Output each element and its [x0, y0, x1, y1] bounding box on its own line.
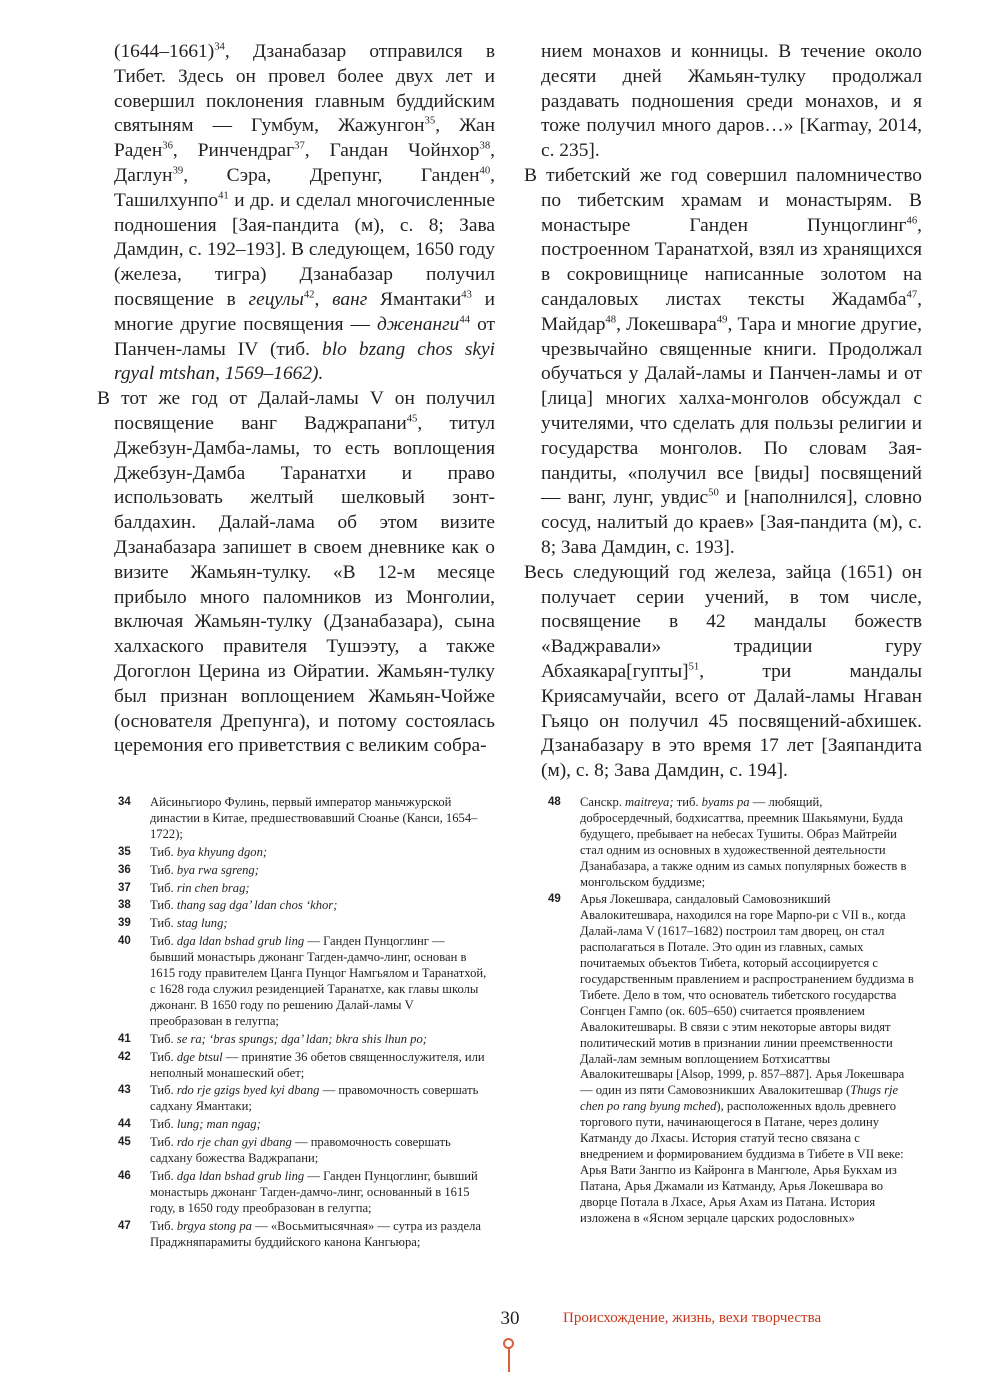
- footnote: [118, 1219, 488, 1251]
- italic-text: bya khyung dgon;: [176, 844, 268, 859]
- text-run: Айсиньгиоро Фулинь, первый император маньчжурской династии в Китае, предшествовавший Сюанье (Канси, 1654–1722);: [150, 795, 478, 841]
- text-run: , Дзанабазар отправился в Тибет. Здесь он провел более двух лет и совершил поклонения главным буддийским святыням — Гумбум, Жажунгон: [114, 41, 495, 137]
- italic-text: rin chen brag;: [176, 880, 250, 895]
- text-run: ), расположенных вдоль древнего торгового пути, начинающегося в Патане, через долину Катманду до Лхасы. История статуй тесно связана с внедрением и формированием буддизма в Тибете в VII веке: Арья Вати Зангпо из Кайронга в Мангюле, Арья Букхам из Патана, Арья Джамали из Катманду, Арья Локешвара во дворце Потала в Лхасе, Арья Ахам из Патана. История изложена в «Ясном зерцале царских родословных»: [580, 1099, 904, 1225]
- text-run: В тот же год от Далай-ламы V он получил посвящение ванг Ваджрапани: [97, 388, 495, 434]
- text-run: , Сэра, Дрепунг, Ганден: [183, 164, 480, 186]
- text-run: — правомочность совершать садхану Ямантаки;: [150, 1083, 479, 1114]
- italic-text: byams pa: [701, 795, 750, 809]
- text-run: Тиб.: [150, 1031, 177, 1046]
- text-run: нием монахов и конницы. В течение около десяти дней Жамьян-тулку продолжал раздавать подношения среди монахов, и я тоже получил много даров…» [Karmay, 2014, с. 235].: [541, 41, 922, 162]
- footnote-ref: 44: [459, 313, 471, 326]
- italic-text: ванг: [332, 288, 368, 310]
- italic-text: se ra; ‘bras spungs; dga’ ldan; bkra shis lhun po;: [176, 1031, 427, 1046]
- italic-text: dga ldan bshad grub ling: [176, 1168, 305, 1183]
- italic-text: rdo rje chan gyi dbang: [176, 1135, 292, 1150]
- footnote: [118, 898, 488, 914]
- footnote-number: 42: [118, 1050, 131, 1063]
- italic-text: дженанги: [376, 313, 460, 335]
- footnote-ref: 43: [461, 288, 472, 301]
- footnote-number: 47: [118, 1219, 131, 1232]
- text-run: Тиб.: [150, 1083, 177, 1098]
- italic-text: thang sag dga’ ldan chos ‘khor;: [176, 898, 338, 913]
- text-run: ,: [314, 288, 333, 310]
- italic-text: blo bzang chos skyi rgyal mtshan, 1569–1662).: [114, 338, 495, 385]
- footnote: [118, 1117, 488, 1133]
- footnote: [118, 1050, 488, 1082]
- footnote-ref: 38: [479, 139, 491, 152]
- text-run: , три мандалы Криясамучайи, всего от Далай-ламы Нгаван Гьяцо он получил 45 посвящений-абхишек. Дзанабазару в это время 17 лет [Заяпандита (м), с. 8; Зава Дамдин, с. 194].: [541, 660, 922, 782]
- footnote-ref: 49: [716, 313, 728, 326]
- text-run: (1644–1661): [114, 41, 215, 62]
- text-run: Санскр.: [580, 795, 626, 809]
- italic-text: dge btsul: [176, 1049, 223, 1064]
- text-run: Тиб.: [150, 1168, 177, 1183]
- text-run: , Гандан Чойнхор: [304, 140, 480, 162]
- text-run: Тиб.: [150, 1135, 177, 1150]
- footnote-ref: 47: [906, 288, 918, 301]
- italic-text: Thugs rje chen po rang byung mched: [580, 1083, 899, 1114]
- text-run: , Ташилхунпо: [114, 164, 495, 211]
- text-run: Тиб.: [150, 1218, 177, 1233]
- footnote-ref: 48: [605, 313, 617, 326]
- text-run: — «Восьмитысячная» — сутра из раздела Праджняпарамиты буддийского канона Кангьюра;: [150, 1218, 481, 1249]
- footnote-number: 37: [118, 881, 131, 894]
- paragraph: [97, 387, 495, 759]
- footnote: [118, 916, 488, 932]
- text-run: Арья Локешвара, сандаловый Самовозникший Авалокитешвара, находился на горе Марпо-ри с VII в., когда Далай-лама V (1617–1682) построил там дворец, он стал располагаться в Потале. Это один из главных, самых почитаемых объектов Тибета, который ассоциируется с государственным правлением и распространением буддизма в Тибете. Дело в том, что основатель тибетского государства Сонгцен Гампо (ок. 605–650) считается проявлением Авалокитешвары. В связи с этим некоторые авторы видят политический мотив в признании линии преемственности Далай-лам земным воплощением Ботхисаттвы Авалокитешвары [Alsop, 1999, p. 857–887]. Арья Локешвара — один из пяти Самовозникших Авалокитешвар (: [580, 892, 914, 1098]
- footnote-ref: 51: [688, 660, 700, 673]
- footnote: [118, 934, 488, 1029]
- footnote: [118, 881, 488, 897]
- footnote: [548, 892, 918, 1226]
- text-run: Тиб.: [150, 916, 177, 931]
- footnote-number: 44: [118, 1118, 131, 1131]
- page-number: 30: [500, 1308, 520, 1329]
- text-run: Тиб.: [150, 898, 177, 913]
- text-run: и [наполнился], словно сосуд, налитый до краев» [Зая-пандита (м), с. 8; Зава Дамдин, с. 193].: [541, 487, 922, 558]
- text-run: и др. и сделал многочисленные подношения [Зая-пандита (м), с. 8; Зава Дамдин, с. 192–193]. В следующем, 1650 году (железа, тигра) Дзанабазар получил посвящение в: [114, 189, 495, 310]
- text-run: Тиб.: [150, 880, 177, 895]
- footnote-ref: 45: [406, 412, 418, 425]
- footnotes-column-left: [118, 795, 488, 1252]
- text-run: — любящий, добросердечный, бодхисаттва, преемник Шакьямуни, Будда будущего, пребывает на небесах Тушиты. Образ Майтрейи стал одним из основных в художественной деятельности Дзанабазара, а также одним из самых популярных божеств в монгольском буддизме;: [580, 795, 907, 889]
- footnote-ref: 34: [214, 40, 225, 53]
- footnote: [118, 845, 488, 861]
- footnote-number: 36: [118, 863, 131, 876]
- text-run: , Даглун: [114, 140, 495, 186]
- text-run: , Жан Раден: [114, 115, 495, 162]
- footnote-number: 49: [548, 893, 561, 906]
- text-run: Тиб.: [150, 862, 177, 877]
- footnote-number: 34: [118, 796, 131, 808]
- text-run: Ямантаки: [367, 288, 462, 310]
- footnote: [118, 1135, 488, 1167]
- text-run: — Ганден Пунцоглинг, бывший монастырь джонанг Тагден-дамчо-линг, основанный в 1615 году, в 1650 году преобразован в гелугпа;: [150, 1168, 478, 1215]
- footnote-ref: 36: [162, 139, 173, 152]
- footnote: [118, 1032, 488, 1048]
- italic-text: rdo rje gzigs byed kyi dbang: [176, 1083, 320, 1098]
- paragraph: [524, 40, 922, 164]
- footnote: [548, 795, 918, 890]
- text-run: — принятие 36 обетов священнослужителя, или неполный монашеский обет;: [150, 1049, 485, 1080]
- text-run: , Локешвара: [616, 313, 717, 335]
- footnote-number: 45: [118, 1136, 131, 1149]
- text-run: и многие другие посвящения —: [114, 288, 495, 335]
- footnote-ref: 41: [218, 189, 229, 202]
- footnote-ref: 35: [424, 114, 436, 127]
- italic-text: lung; man ngag;: [176, 1117, 261, 1132]
- italic-text: stag lung;: [176, 916, 228, 931]
- text-run: тиб.: [673, 795, 702, 809]
- footnote: [118, 795, 488, 843]
- footnote-number: 40: [118, 935, 131, 948]
- footnote-number: 48: [548, 796, 561, 808]
- text-run: В тибетский же год совершил паломничество по тибетским храмам и монастырям. В монастыре Ганден Пунцоглинг: [524, 164, 922, 236]
- paragraph: [97, 40, 495, 387]
- footnote-number: 39: [118, 917, 131, 930]
- text-run: , Тара и многие другие, чрезвычайно священные книги. Продолжал обучаться у Далай-ламы и Панчен-ламы и от [лица] многих халха-монголов обсуждал с учителями, что сделать для пользы религии и государства монголов. По словам Зая-пандиты, «получил все [виды] посвящений — ванг, лунг, увдис: [541, 313, 923, 509]
- footnote-ref: 39: [172, 164, 184, 177]
- paragraph: [524, 561, 922, 784]
- main-text-column-right: [524, 40, 922, 784]
- italic-text: гецулы: [248, 288, 304, 310]
- text-run: от Панчен-ламы IV (тиб.: [114, 313, 495, 360]
- footnote-ref: 37: [294, 139, 305, 152]
- text-run: , титул Джебзун-Дамба-ламы, то есть воплощения Джебзун-Дамба Таранатхи и право использовать желтый шелковый зонт-балдахин. Далай-лама об этом визите Дзанабазара запишет в своем дневнике как о визите Жамьян-тулку. «В 12-м месяце прибыло много паломников из Монголии, включая Жамьян-тулку (Дзанабазара), сына халхаского правителя Тушээту, а также Догоглон Церина из Ойратии. Жамьян-тулку был признан воплощением Жамьян-Чойже (основателя Дрепунга), и потому состоялась церемония его приветствия с великим собра-: [114, 412, 495, 757]
- footnotes-column-right: [548, 795, 918, 1228]
- footnote-number: 46: [118, 1169, 131, 1182]
- main-text-column-left: [97, 40, 495, 759]
- footnote-number: 35: [118, 845, 131, 858]
- footnote-ref: 50: [708, 486, 719, 499]
- footnote-number: 43: [118, 1084, 131, 1097]
- text-run: Тиб.: [150, 1049, 177, 1064]
- text-run: — Ганден Пунцоглинг — бывший монастырь джонанг Тагден-дамчо-линг, основан в 1615 году правителем Цанга Пунцог Намгьялом и Таранатхой, с 1628 года служил резиденцией Таранатхе, как главы школы джонанг. В 1650 году по решению Далай-ламы V преобразован в гелугпа;: [150, 934, 487, 1028]
- footnote-ref: 40: [479, 164, 491, 177]
- italic-text: maitreya;: [625, 795, 674, 809]
- text-run: , построенном Таранатхой, взял из хранящихся в сокровищнице написанные золотом на сандаловых листах тексты Жадамба: [541, 214, 922, 310]
- text-run: , Майдар: [541, 288, 922, 335]
- running-section-title: Происхождение, жизнь, вехи творчества: [563, 1310, 822, 1326]
- text-run: , Ринчендраг: [172, 140, 295, 162]
- text-run: — правомочность совершать садхану божества Ваджрапани;: [150, 1135, 451, 1166]
- footnote: [118, 1083, 488, 1115]
- footnote-ref: 42: [303, 288, 315, 301]
- footnote-number: 41: [118, 1032, 131, 1045]
- page-marker-dot: [503, 1338, 514, 1349]
- text-run: Тиб.: [150, 934, 177, 949]
- italic-text: bya rwa sgreng;: [176, 862, 259, 877]
- footnote: [118, 1169, 488, 1217]
- text-run: Весь следующий год железа, зайца (1651) он получает серии учений, в том числе, посвящение в 42 мандалы божеств «Ваджравали» традиции гуру Абхаякара[гупты]: [524, 561, 922, 682]
- footnote-number: 38: [118, 899, 131, 912]
- italic-text: brgya stong pa: [176, 1218, 252, 1233]
- paragraph: [524, 164, 922, 561]
- footnote-ref: 46: [906, 214, 918, 227]
- text-run: Тиб.: [150, 844, 177, 859]
- footnote: [118, 863, 488, 879]
- italic-text: dga ldan bshad grub ling: [176, 934, 305, 949]
- text-run: Тиб.: [150, 1117, 177, 1132]
